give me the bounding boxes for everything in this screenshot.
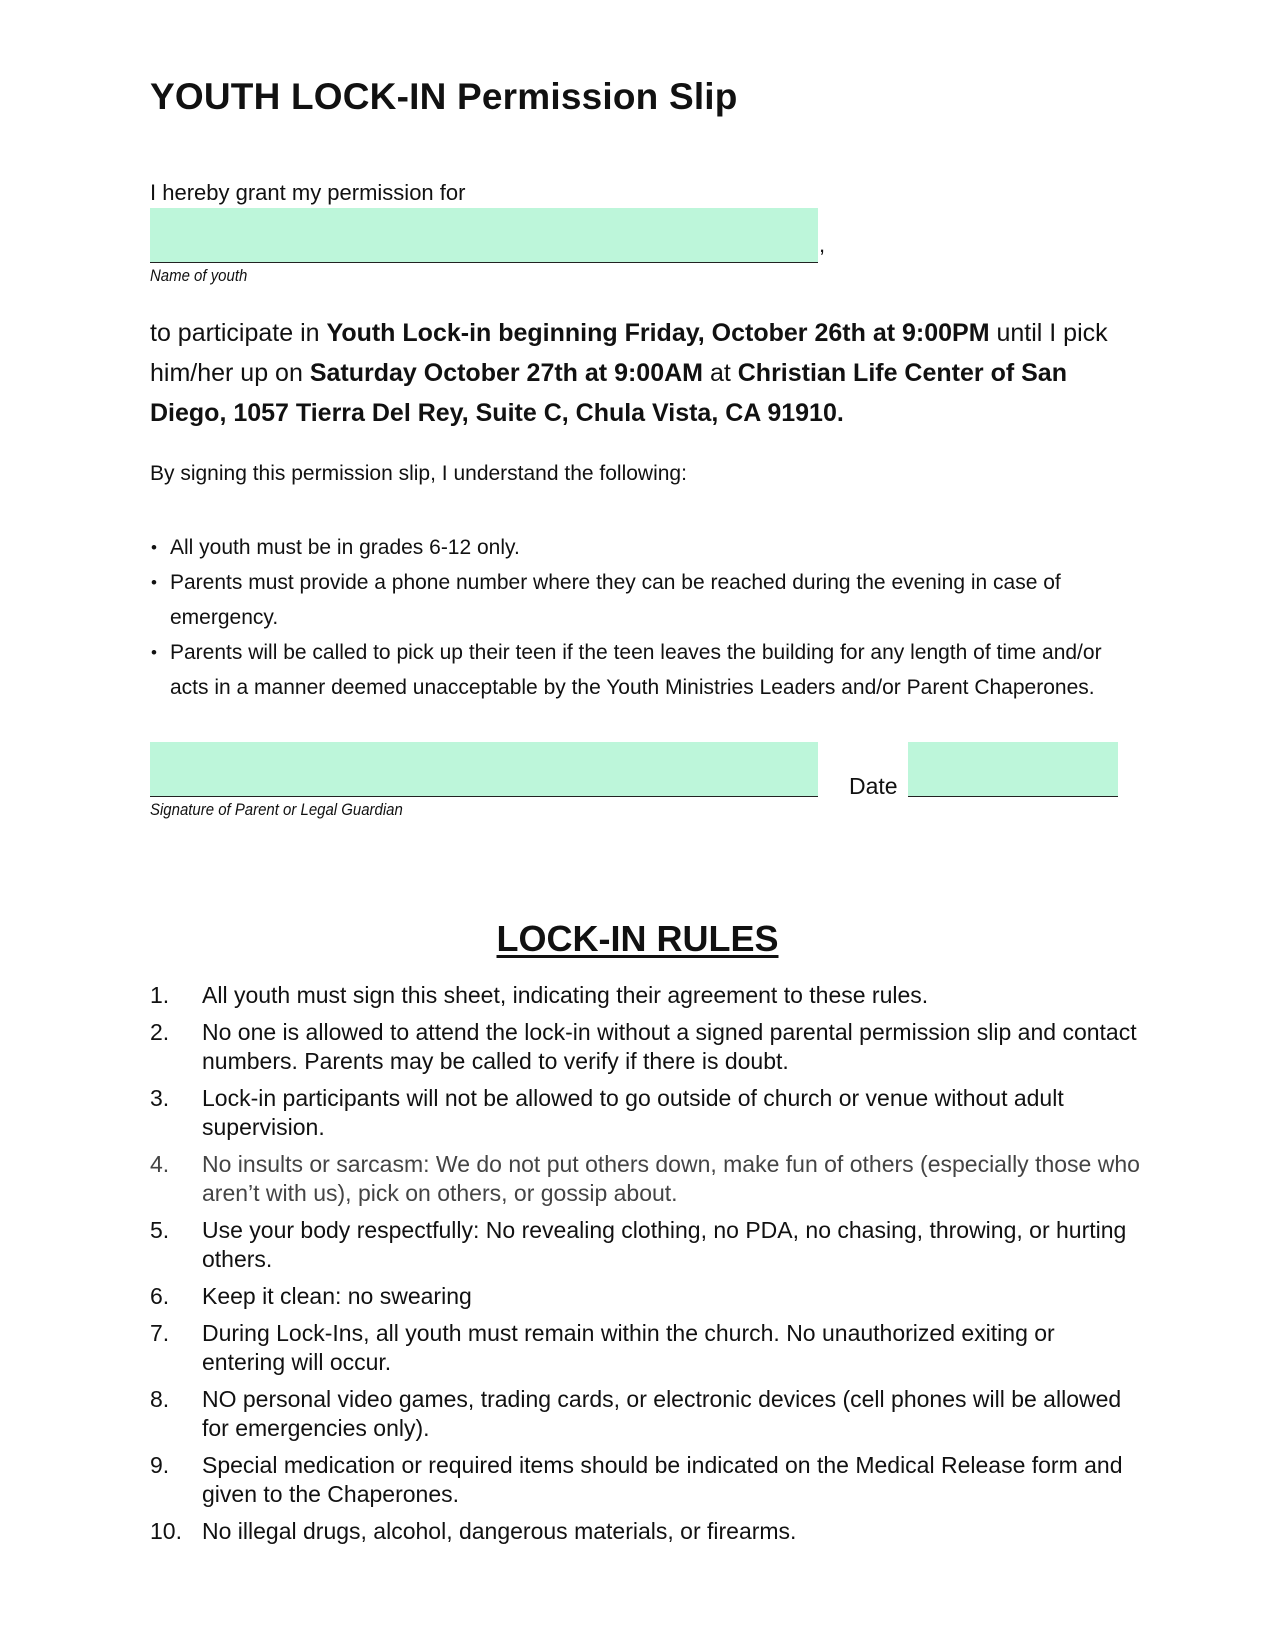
rule-number: 9. <box>150 1452 170 1478</box>
rule-item <box>150 1319 1140 1377</box>
rule-text: NO personal video games, trading cards, or electronic devices (cell phones will be allowed for emergencies only). <box>202 1386 1122 1441</box>
rule-item <box>150 1517 1140 1546</box>
list-item: • All youth must be in grades 6-12 only. <box>150 530 1130 565</box>
rule-number: 4. <box>150 1151 170 1177</box>
rule-item <box>150 1150 1140 1208</box>
rule-text: Lock-in participants will not be allowed to go outside of church or venue without adult supervision. <box>202 1085 1064 1140</box>
participation-text-2: until I pick him/her up on <box>150 319 1108 387</box>
rule-text: All youth must sign this sheet, indicating their agreement to these rules. <box>202 982 929 1008</box>
participation-pickup-time: Saturday October 27th at 9:00AM <box>309 359 703 387</box>
rule-text: Special medication or required items should be indicated on the Medical Release form and given to the Chaperones. <box>202 1452 1123 1507</box>
rule-item <box>150 1018 1140 1076</box>
understanding-intro: By signing this permission slip, I understand the following: <box>150 462 687 485</box>
youth-name-field[interactable] <box>150 208 818 263</box>
rule-item <box>150 1282 1140 1311</box>
rule-item <box>150 1385 1140 1443</box>
date-field[interactable] <box>908 742 1118 797</box>
rule-number: 6. <box>150 1283 170 1309</box>
rules-heading-text: LOCK-IN RULES <box>496 918 779 959</box>
participation-text-3: at <box>703 359 738 387</box>
signature-field[interactable] <box>150 742 818 797</box>
rule-number: 8. <box>150 1386 170 1412</box>
list-item: • Parents must provide a phone number where they can be reached during the evening in case of emergency. <box>150 565 1130 635</box>
rule-number: 2. <box>150 1019 170 1045</box>
list-item: • Parents will be called to pick up their teen if the teen leaves the building for any length of time and/or acts in a manner deemed unacceptable by the Youth Ministries Leaders and/or Parent Chaperones. <box>150 635 1130 705</box>
rule-number: 10. <box>150 1518 182 1544</box>
rule-number: 1. <box>150 982 170 1008</box>
participation-paragraph <box>150 313 1135 433</box>
conditions-list <box>150 530 1130 705</box>
rule-number: 5. <box>150 1217 170 1243</box>
rule-text: Use your body respectfully: No revealing clothing, no PDA, no chasing, throwing, or hurting others. <box>202 1217 1127 1272</box>
rule-item <box>150 981 1140 1010</box>
rule-text: No insults or sarcasm: We do not put others down, make fun of others (especially those who aren’t with us), pick on others, or gossip about. <box>202 1151 1140 1206</box>
rule-text: Keep it clean: no swearing <box>202 1283 472 1309</box>
grant-text: I hereby grant my permission for <box>150 180 466 205</box>
rule-number: 7. <box>150 1320 170 1346</box>
rule-text: During Lock-Ins, all youth must remain within the church. No unauthorized exiting or entering will occur. <box>202 1320 1055 1375</box>
date-label: Date <box>849 773 898 799</box>
signature-caption: Signature of Parent or Legal Guardian <box>150 800 403 819</box>
rule-item <box>150 1084 1140 1142</box>
participation-text-1: to participate in <box>150 319 327 347</box>
youth-name-caption: Name of youth <box>150 266 248 285</box>
page-title: YOUTH LOCK-IN Permission Slip <box>150 76 738 117</box>
rule-item <box>150 1216 1140 1274</box>
rule-number: 3. <box>150 1085 170 1111</box>
rule-text: No one is allowed to attend the lock-in without a signed parental permission slip and contact numbers. Parents may be called to verify if there is doubt. <box>202 1019 1137 1074</box>
rules-list <box>150 981 1140 1554</box>
rules-heading <box>0 918 1275 960</box>
rule-text: No illegal drugs, alcohol, dangerous materials, or firearms. <box>202 1518 797 1544</box>
participation-location: Christian Life Center of San Diego, 1057 Tierra Del Rey, Suite C, Chula Vista, CA 91910. <box>150 359 1067 427</box>
youth-name-comma: , <box>819 232 826 257</box>
participation-event-dates: Youth Lock-in beginning Friday, October 26th at 9:00PM <box>326 319 990 347</box>
rule-item <box>150 1451 1140 1509</box>
